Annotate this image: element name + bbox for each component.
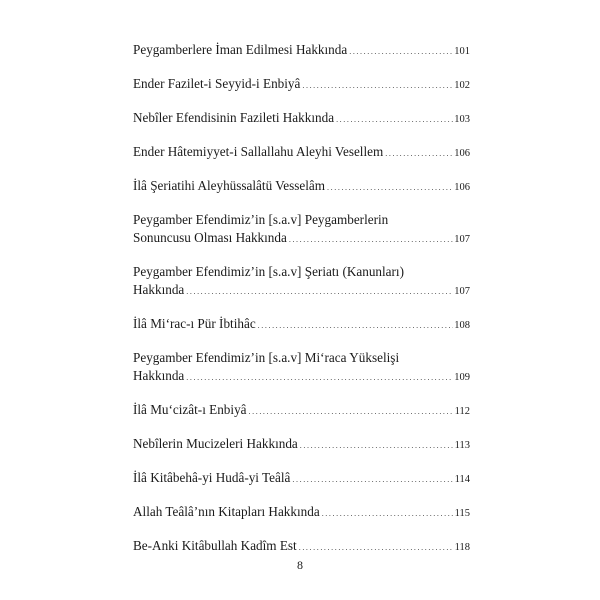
toc-entry-line — [133, 537, 470, 557]
toc-entry-title: Nebîlerin Mucizeleri Hakkında — [133, 436, 298, 451]
toc-entry-line — [133, 211, 470, 229]
toc-entry-line — [133, 435, 470, 455]
dot-leader — [249, 403, 454, 421]
toc-entry-title: Ender Fazilet-i Seyyid-i Enbiyâ — [133, 76, 301, 91]
toc-entry-page: 106 — [454, 148, 470, 159]
toc-entry-title: Sonuncusu Olması Hakkında — [133, 230, 287, 245]
toc-entry-title: Be-Anki Kitâbullah Kadîm Est — [133, 538, 297, 553]
toc-entry-line — [133, 503, 470, 523]
toc-entry-title: Hakkında — [133, 368, 185, 383]
toc-entry — [133, 143, 470, 163]
toc-entry-title: İlâ Mu‘cizât-ı Enbiyâ — [133, 402, 247, 417]
toc-entry-line — [133, 281, 470, 301]
dot-leader — [300, 437, 454, 455]
toc-entry — [133, 435, 470, 455]
table-of-contents — [133, 41, 470, 571]
dot-leader — [258, 317, 454, 335]
toc-entry — [133, 401, 470, 421]
dot-leader — [385, 145, 453, 163]
toc-entry — [133, 349, 470, 387]
toc-entry-page: 118 — [454, 542, 470, 553]
toc-entry-page: 114 — [454, 474, 470, 485]
toc-entry-line — [133, 315, 470, 335]
toc-entry-title: Peygamber Efendimiz’in [s.a.v] Peygamberlerin — [133, 212, 389, 227]
toc-entry-page: 103 — [454, 114, 470, 125]
toc-entry-line — [133, 229, 470, 249]
toc-entry-title: Hakkında — [133, 282, 185, 297]
toc-entry-line — [133, 143, 470, 163]
toc-entry-line — [133, 469, 470, 489]
dot-leader — [186, 283, 453, 301]
dot-leader — [327, 179, 453, 197]
toc-entry — [133, 315, 470, 335]
dot-leader — [336, 111, 453, 129]
toc-entry-page: 109 — [454, 372, 470, 383]
toc-entry-title: Peygamber Efendimiz’in [s.a.v] Mi‘raca Yükselişi — [133, 350, 400, 365]
toc-entry-page: 108 — [454, 320, 470, 331]
toc-entry-page: 101 — [454, 46, 470, 57]
toc-entry-page: 106 — [454, 182, 470, 193]
toc-entry-title: Allah Teâlâ’nın Kitapları Hakkında — [133, 504, 320, 519]
dot-leader — [299, 539, 454, 557]
toc-entry-page: 113 — [454, 440, 470, 451]
toc-entry — [133, 211, 470, 249]
dot-leader — [292, 471, 453, 489]
toc-entry-line — [133, 41, 470, 61]
toc-entry-title: Peygamberlere İman Edilmesi Hakkında — [133, 42, 348, 57]
dot-leader — [322, 505, 454, 523]
toc-entry — [133, 503, 470, 523]
toc-entry-page: 107 — [454, 286, 470, 297]
toc-entry — [133, 537, 470, 557]
toc-entry-title: Ender Hâtemiyyet-i Sallallahu Aleyhi Vesellem — [133, 144, 384, 159]
toc-entry-line — [133, 109, 470, 129]
toc-entry-title: İlâ Şeriatihi Aleyhüssalâtü Vesselâm — [133, 178, 326, 193]
toc-entry-line — [133, 401, 470, 421]
page-number: 8 — [297, 558, 303, 572]
toc-entry-line — [133, 75, 470, 95]
toc-entry-line — [133, 263, 470, 281]
toc-entry-title: İlâ Kitâbehâ-yi Hudâ-yi Teâlâ — [133, 470, 291, 485]
toc-entry-line — [133, 177, 470, 197]
toc-entry — [133, 177, 470, 197]
toc-entry — [133, 75, 470, 95]
toc-entry-page: 115 — [454, 508, 470, 519]
toc-entry-page: 107 — [454, 234, 470, 245]
toc-entry-line — [133, 349, 470, 367]
toc-entry-page: 102 — [454, 80, 470, 91]
toc-entry — [133, 263, 470, 301]
toc-entry-line — [133, 367, 470, 387]
toc-entry — [133, 41, 470, 61]
dot-leader — [302, 77, 453, 95]
toc-entry — [133, 469, 470, 489]
toc-entry-page: 112 — [454, 406, 470, 417]
dot-leader — [289, 231, 453, 249]
toc-entry-title: Nebîler Efendisinin Fazileti Hakkında — [133, 110, 335, 125]
toc-entry — [133, 109, 470, 129]
toc-entry-title: Peygamber Efendimiz’in [s.a.v] Şeriatı (Kanunları) — [133, 264, 404, 279]
toc-entry-title: İlâ Mi‘rac-ı Pür İbtihâc — [133, 316, 256, 331]
dot-leader — [186, 369, 453, 387]
dot-leader — [349, 43, 453, 61]
